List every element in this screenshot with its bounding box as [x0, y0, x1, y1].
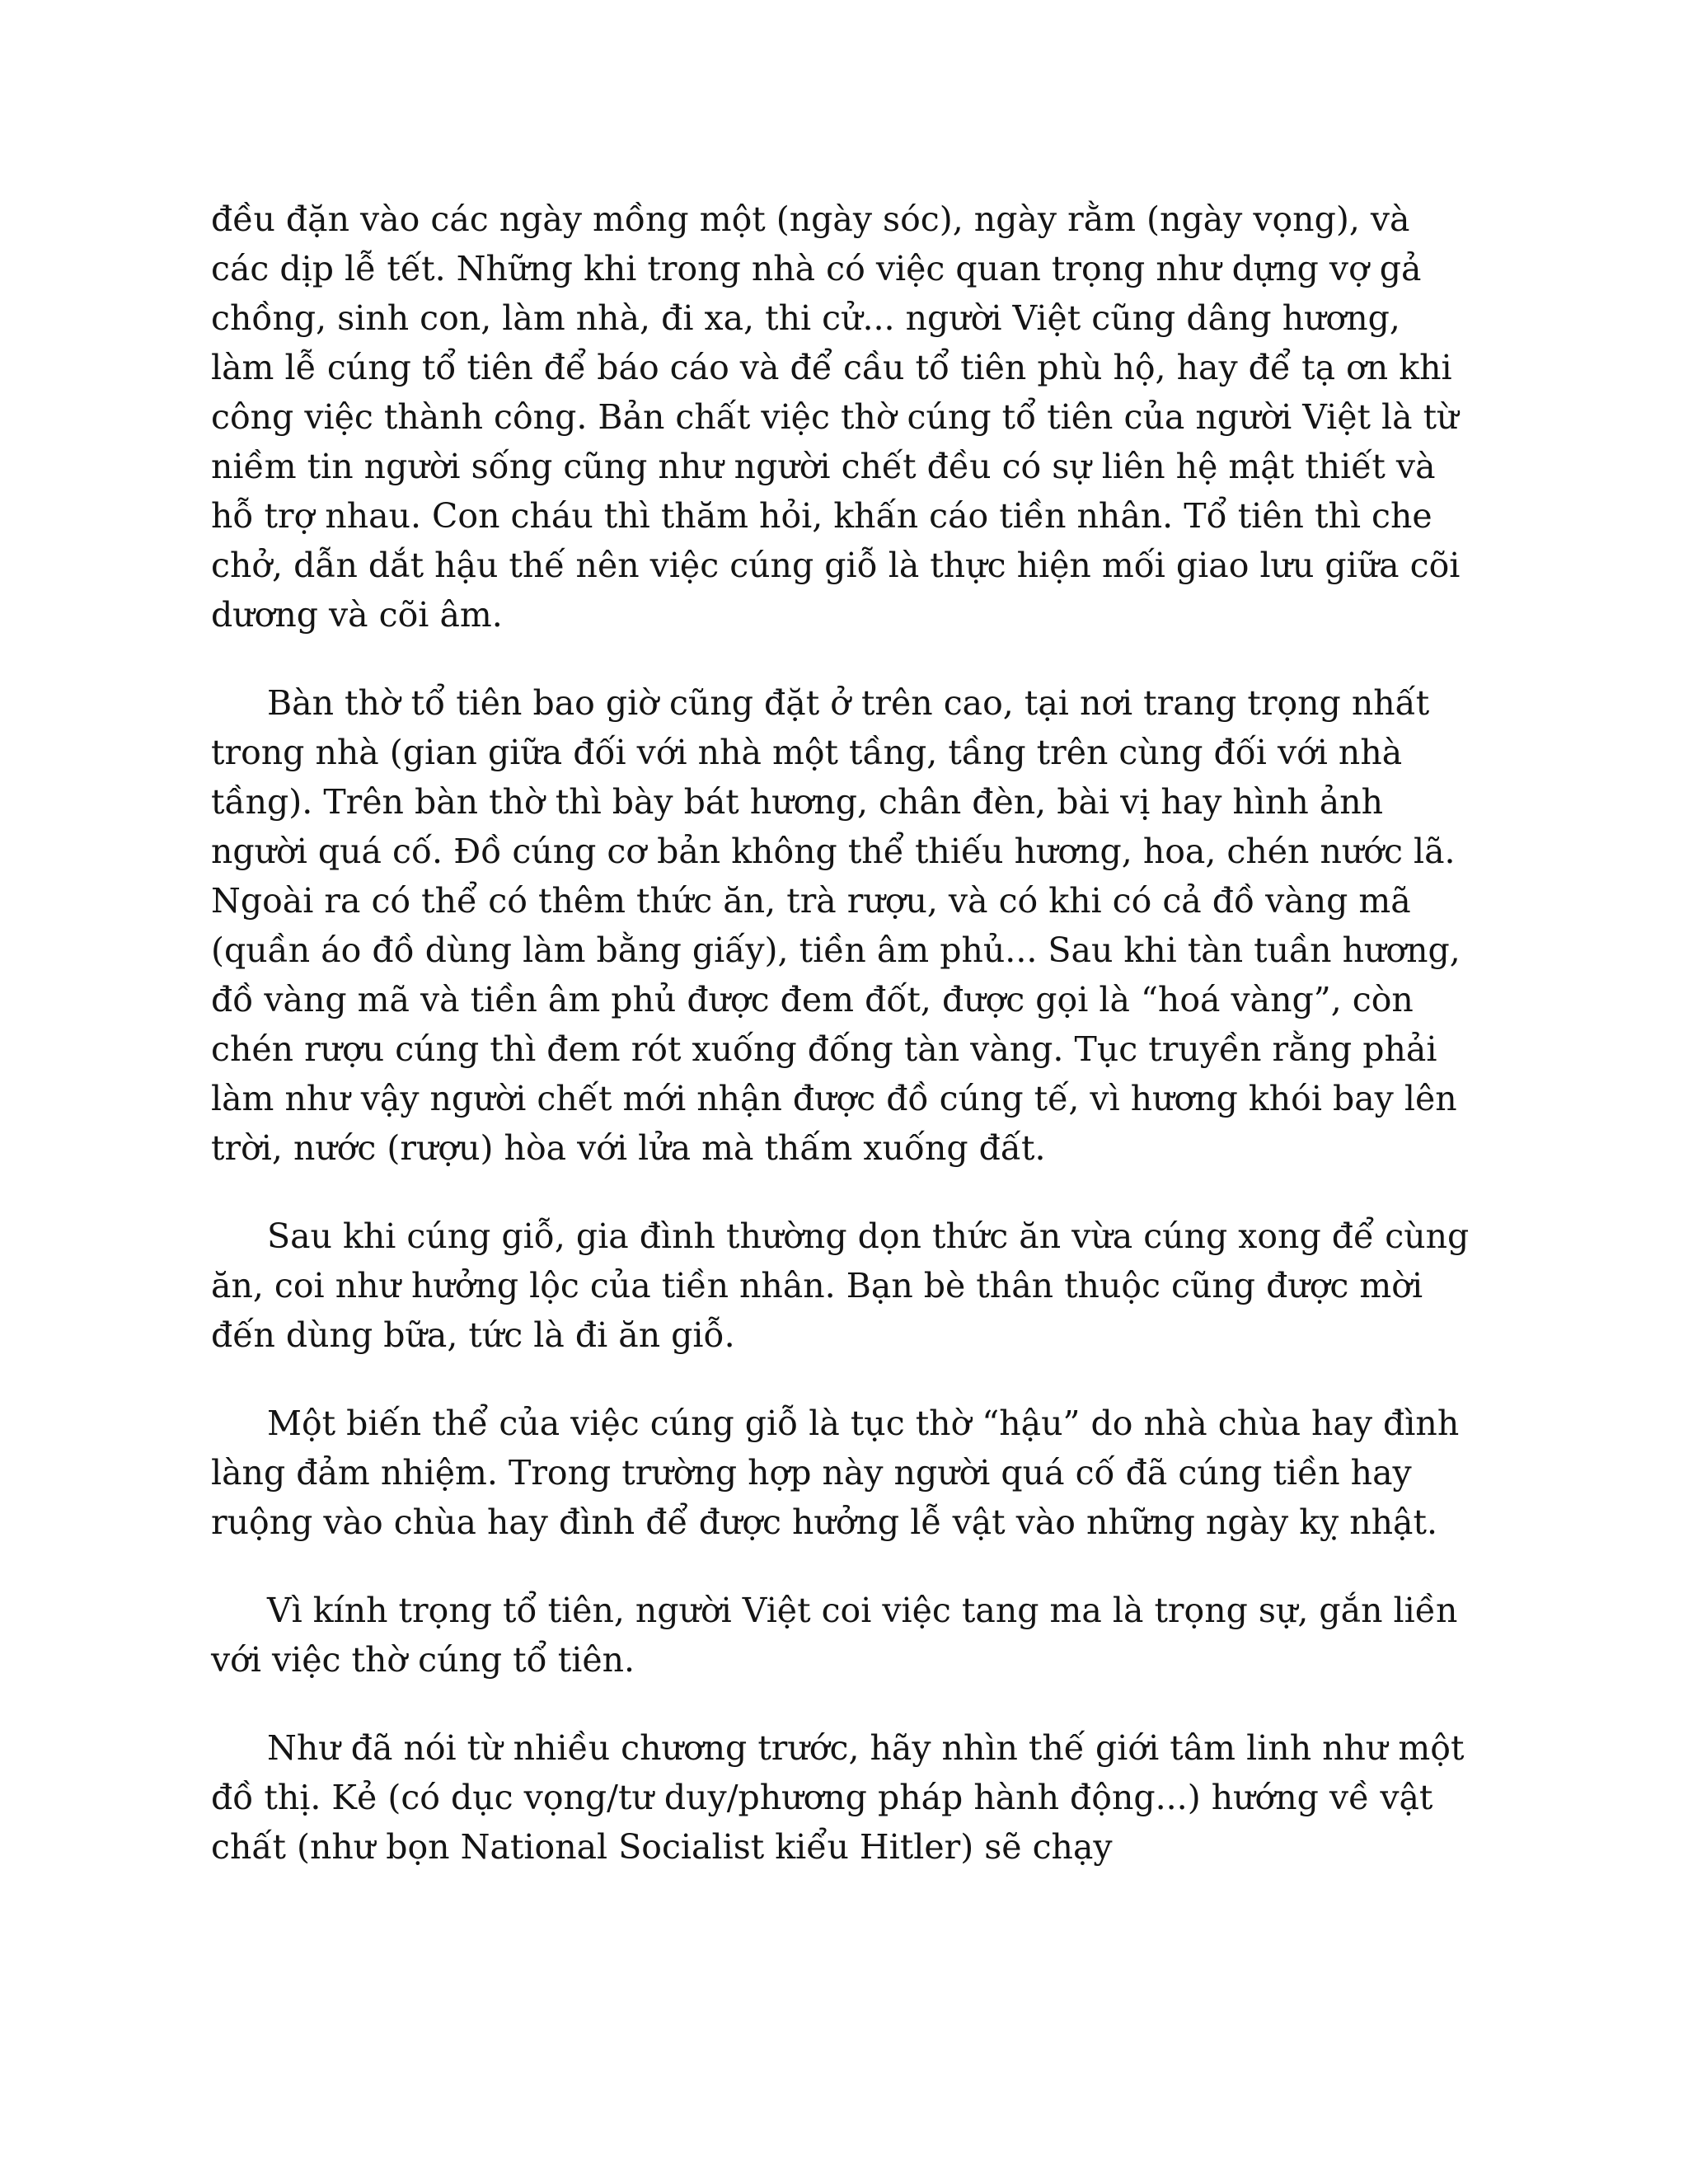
- text-column: [211, 194, 1472, 1910]
- paragraph-6: Như đã nói từ nhiều chương trước, hãy nhìn thế giới tâm linh như một đồ thị. Kẻ (có dục vọng/tư duy/phương pháp hành động...) hướng về vật chất (như bọn National Socialist kiểu Hitler) sẽ chạy: [211, 1728, 1465, 1867]
- paragraph-3: Sau khi cúng giỗ, gia đình thường dọn thức ăn vừa cúng xong để cùng ăn, coi như hưởng lộc của tiền nhân. Bạn bè thân thuộc cũng được mời đến dùng bữa, tức là đi ăn giỗ.: [211, 1216, 1470, 1355]
- paragraph-2: Bàn thờ tổ tiên bao giờ cũng đặt ở trên cao, tại nơi trang trọng nhất trong nhà (gian giữa đối với nhà một tầng, tầng trên cùng đối với nhà tầng). Trên bàn thờ thì bày bát hương, chân đèn, bài vị hay hình ảnh người quá cố. Đồ cúng cơ bản không thể thiếu hương, hoa, chén nước lã. Ngoài ra có thể có thêm thức ăn, trà rượu, và có khi có cả đồ vàng mã (quần áo đồ dùng làm bằng giấy), tiền âm phủ... Sau khi tàn tuần hương, đồ vàng mã và tiền âm phủ được đem đốt, được gọi là “hoá vàng”, còn chén rượu cúng thì đem rót xuống đống tàn vàng. Tục truyền rằng phải làm như vậy người chết mới nhận được đồ cúng tế, vì hương khói bay lên trời, nước (rượu) hòa với lửa mà thấm xuống đất.: [211, 683, 1461, 1168]
- paragraph-1: đều đặn vào các ngày mồng một (ngày sóc), ngày rằm (ngày vọng), và các dịp lễ tết. Những khi trong nhà có việc quan trọng như dựng vợ gả chồng, sinh con, làm nhà, đi xa, thi cử... người Việt cũng dâng hương, làm lễ cúng tổ tiên để báo cáo và để cầu tổ tiên phù hộ, hay để tạ ơn khi công việc thành công. Bản chất việc thờ cúng tổ tiên của người Việt là từ niềm tin người sống cũng như người chết đều có sự liên hệ mật thiết và hỗ trợ nhau. Con cháu thì thăm hỏi, khấn cáo tiền nhân. Tổ tiên thì che chở, dẫn dắt hậu thế nên việc cúng giỗ là thực hiện mối giao lưu giữa cõi dương và cõi âm.: [211, 199, 1461, 635]
- paragraph-4: Một biến thể của việc cúng giỗ là tục thờ “hậu” do nhà chùa hay đình làng đảm nhiệm. Trong trường hợp này người quá cố đã cúng tiền hay ruộng vào chùa hay đình để được hưởng lễ vật vào những ngày kỵ nhật.: [211, 1404, 1460, 1542]
- paragraph-5: Vì kính trọng tổ tiên, người Việt coi việc tang ma là trọng sự, gắn liền với việc thờ cúng tổ tiên.: [211, 1591, 1458, 1680]
